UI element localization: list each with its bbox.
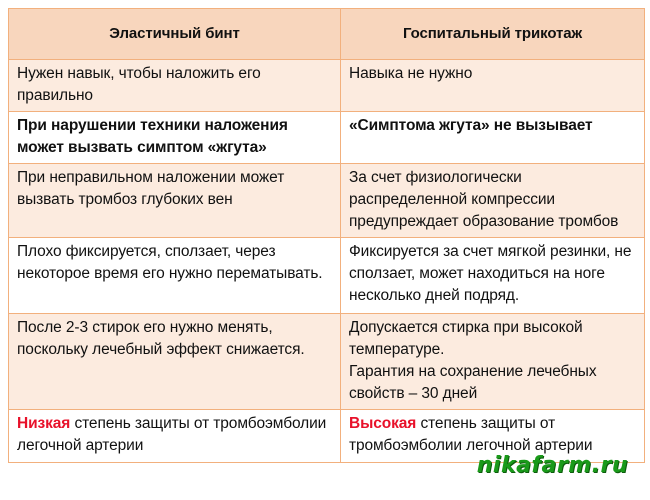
cell-left: При неправильном наложении может вызвать тромбоз глубоких вен: [9, 164, 341, 238]
cell-right: [341, 314, 645, 410]
cell-left: При нарушении техники наложения может вызвать симптом «жгута»: [9, 112, 341, 164]
cell-right: Навыка не нужно: [341, 60, 645, 112]
comparison-table-container: [8, 8, 644, 463]
header-elastic-bandage: Эластичный бинт: [9, 9, 341, 60]
table-row: [9, 112, 645, 164]
highlight-high: Высокая: [349, 415, 417, 432]
cell-right: Фиксируется за счет мягкой резинки, не сползает, может находиться на ноге несколько дней подряд.: [341, 238, 645, 314]
table-row: [9, 164, 645, 238]
cell-right: «Симптома жгута» не вызывает: [341, 112, 645, 164]
header-hospital-knitwear: Госпитальный трикотаж: [341, 9, 645, 60]
cell-left: [9, 410, 341, 463]
cell-right-line: Допускается стирка при высокой температуре.: [349, 319, 583, 358]
cell-left: Плохо фиксируется, сползает, через некоторое время его нужно перематывать.: [9, 238, 341, 314]
cell-left: Нужен навык, чтобы наложить его правильно: [9, 60, 341, 112]
table-row: [9, 314, 645, 410]
table-row: [9, 238, 645, 314]
table-row: [9, 60, 645, 112]
cell-text: степень защиты от тромбоэмболии легочной артерии: [17, 415, 327, 454]
comparison-table: [8, 8, 645, 463]
cell-right-line: Гарантия на сохранение лечебных свойств – 30 дней: [349, 363, 597, 402]
cell-text: степень защиты от тромбоэмболии легочной артерии: [349, 415, 593, 454]
cell-left: После 2-3 стирок его нужно менять, поскольку лечебный эффект снижается.: [9, 314, 341, 410]
brand-watermark: nikafarm.ru: [476, 453, 628, 478]
cell-right: За счет физиологически распределенной компрессии предупреждает образование тромбов: [341, 164, 645, 238]
table-header-row: [9, 9, 645, 60]
highlight-low: Низкая: [17, 415, 71, 432]
